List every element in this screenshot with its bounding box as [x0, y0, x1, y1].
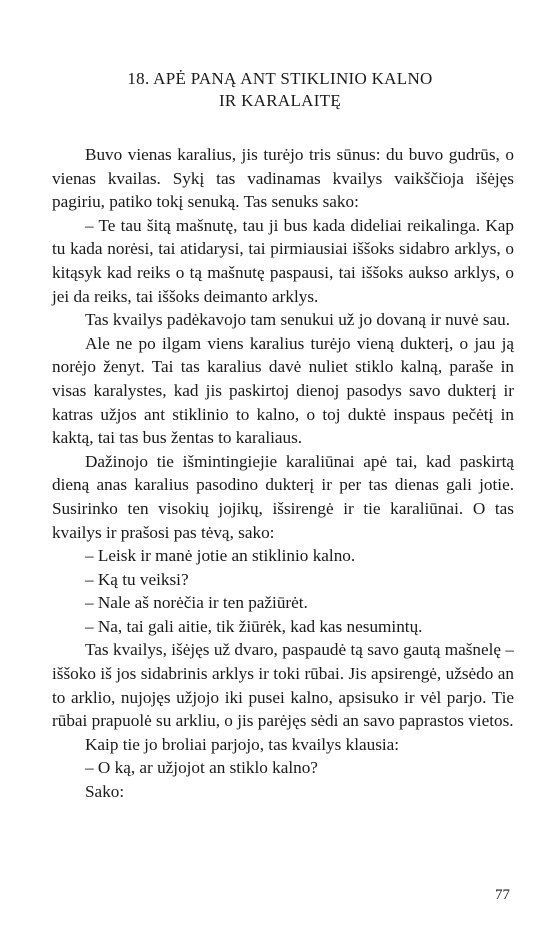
paragraph: – Na, tai gali aitie, tik žiūrėk, kad kas nesumintų. [85, 616, 423, 636]
paragraph: Sako: [85, 782, 125, 802]
paragraph: – Te tau šitą mašnutę, tau ji bus kada dideliai reikalinga. Kap tu kada norėsi, tai atidarysi, tai pirmiausiai iššoks sidabro arklys, o kitąsyk kad reiks o tą mašnutę paspausi, tai iššoks aukso arklys, o jei da reiks, tai iššoks deimanto arklys. [52, 215, 514, 306]
paragraph: – Nale aš norėčia ir ten pažiūrėt. [85, 593, 308, 613]
paragraph: Kaip tie jo broliai parjojo, tas kvailys klausia: [85, 734, 400, 754]
paragraph: Dažinojo tie išmintingiejie karaliūnai apė tai, kad paskirtą dieną anas karalius pasodino dukterį ir per tas dienas gali jotie. Susirinko ten visokių jojikų, išsirengė ir tie karaliūnai. O tas kvailys ir prašosi pas tėvą, sako: [52, 451, 514, 542]
page-number: 77 [495, 887, 510, 903]
paragraph: Tas kvailys, išėjęs už dvaro, paspaudė tą savo gautą mašnelę – iššoko iš jos sidabrinis arklys ir toki rūbai. Jis apsirengė, užsėdo an to arklio, nujojęs užjojo iki pusei kalno, apsisuko ir vėl parjo. Tie rūbai prapuolė su arkliu, o jis parėjęs sėdi an savo paprastos vietos. [52, 640, 514, 731]
chapter-title [60, 68, 500, 112]
body-text [52, 143, 514, 804]
chapter-title-line-1: 18. APĖ PANĄ ANT STIKLINIO KALNO [127, 69, 433, 88]
chapter-title-line-2: IR KARALAITĘ [218, 91, 342, 110]
paragraph: – Leisk ir manė jotie an stiklinio kalno. [85, 546, 356, 566]
paragraph: Buvo vienas karalius, jis turėjo tris sūnus: du buvo gudrūs, o vienas kvailas. Sykį tas vadinamas kvailys vaikščioja išėjęs pagiriu, patiko tokį senuką. Tas senuks sako: [52, 145, 514, 212]
paragraph: – Ką tu veiksi? [85, 569, 189, 589]
paragraph: Ale ne po ilgam viens karalius turėjo vieną dukterį, o jau ją norėjo ženyt. Tai tas karalius davė nuliet stiklo kalną, paraše in visas karalystes, kad jis paskirtoj dienoj pasodys savo dukterį ir katras užjos ant stiklinio to kalno, o toj duktė inspaus pečėtį in kaktą, tai tas bus žentas to karaliaus. [52, 333, 514, 448]
paragraph: Tas kvailys padėkavojo tam senukui už jo dovaną ir nuvė sau. [85, 310, 511, 330]
paragraph: – O ką, ar užjojot an stiklo kalno? [85, 758, 318, 778]
